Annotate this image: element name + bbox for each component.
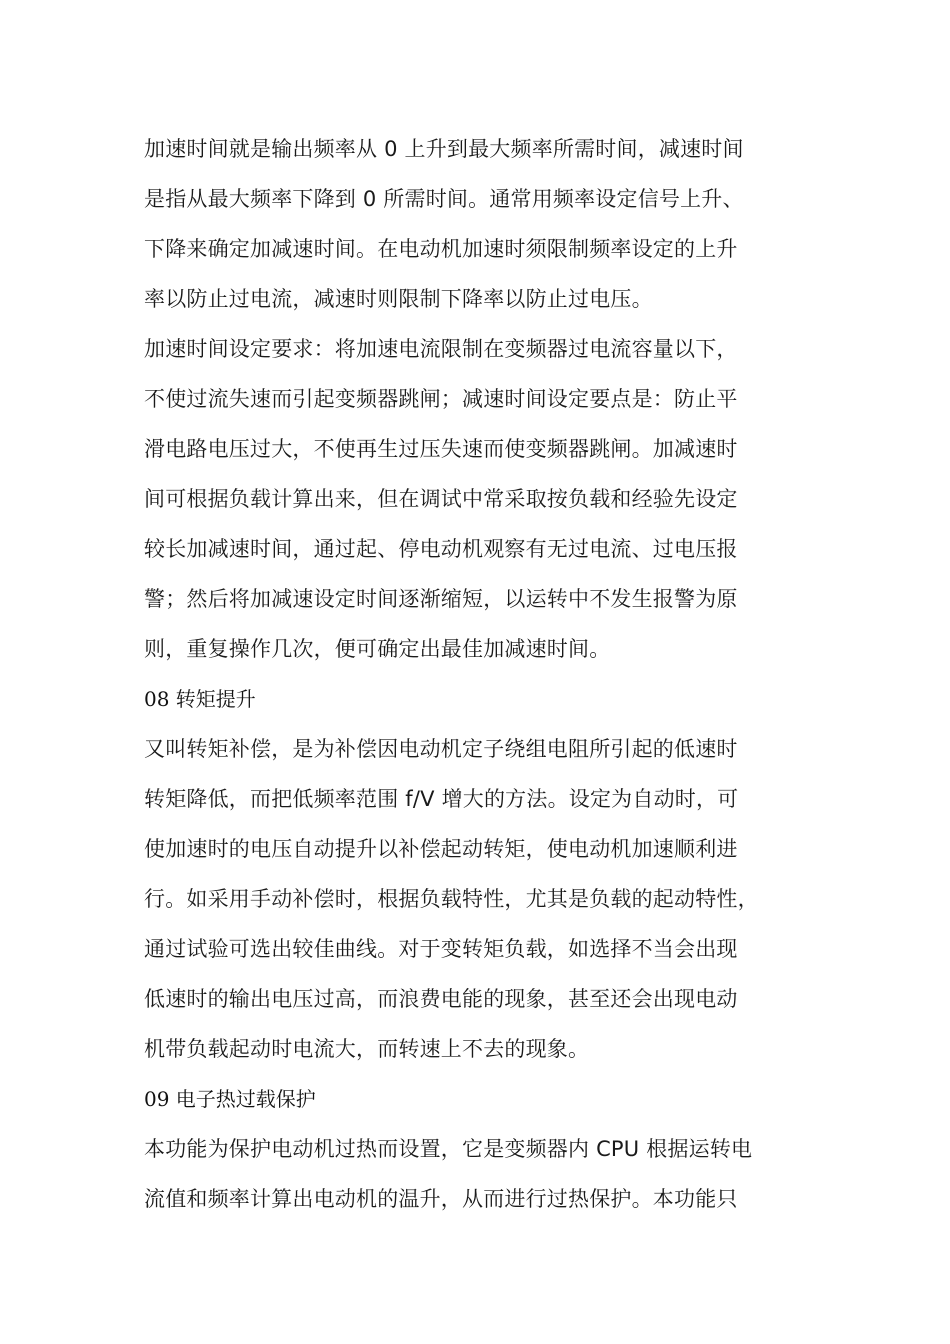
text-line: 加速时间就是输出频率从 0 上升到最大频率所需时间，减速时间	[144, 137, 744, 161]
text-line: 率以防止过电流，减速时则限制下降率以防止过电压。	[144, 287, 653, 311]
text-line: 低速时的输出电压过高，而浪费电能的现象，甚至还会出现电动	[144, 987, 738, 1011]
text-line: 下降来确定加减速时间。在电动机加速时须限制频率设定的上升	[144, 237, 738, 261]
paragraph-thermal-overload	[144, 1124, 824, 1224]
text-line: 加速时间设定要求：将加速电流限制在变频器过电流容量以下，	[144, 337, 738, 361]
section-heading-thermal-overload: 09 电子热过载保护	[144, 1087, 316, 1111]
text-line: 又叫转矩补偿，是为补偿因电动机定子绕组电阻所引起的低速时	[144, 737, 738, 761]
text-line: 通过试验可选出较佳曲线。对于变转矩负载，如选择不当会出现	[144, 937, 738, 961]
text-line: 则，重复操作几次，便可确定出最佳加减速时间。	[144, 637, 611, 661]
text-line: 流值和频率计算出电动机的温升，从而进行过热保护。本功能只	[144, 1187, 738, 1211]
text-line: 警；然后将加减速设定时间逐渐缩短，以运转中不发生报警为原	[144, 587, 738, 611]
text-line: 间可根据负载计算出来，但在调试中常采取按负载和经验先设定	[144, 487, 738, 511]
paragraph-torque-boost	[144, 724, 824, 1074]
section-heading-torque-boost: 08 转矩提升	[144, 687, 256, 711]
text-line: 滑电路电压过大，不使再生过压失速而使变频器跳闸。加减速时	[144, 437, 738, 461]
text-line: 使加速时的电压自动提升以补偿起动转矩，使电动机加速顺利进	[144, 837, 738, 861]
text-line: 本功能为保护电动机过热而设置，它是变频器内 CPU 根据运转电	[144, 1137, 753, 1161]
text-line: 行。如采用手动补偿时，根据负载特性，尤其是负载的起动特性，	[144, 887, 759, 911]
text-line: 不使过流失速而引起变频器跳闸；减速时间设定要点是：防止平	[144, 387, 738, 411]
document-page	[144, 124, 824, 1224]
text-line: 转矩降低，而把低频率范围 f/V 增大的方法。设定为自动时，可	[144, 787, 739, 811]
text-line: 较长加减速时间，通过起、停电动机观察有无过电流、过电压报	[144, 537, 738, 561]
paragraph-acceleration-requirements	[144, 324, 824, 674]
paragraph-acceleration-time	[144, 124, 824, 324]
text-line: 是指从最大频率下降到 0 所需时间。通常用频率设定信号上升、	[144, 187, 744, 211]
text-line: 机带负载起动时电流大，而转速上不去的现象。	[144, 1037, 590, 1061]
